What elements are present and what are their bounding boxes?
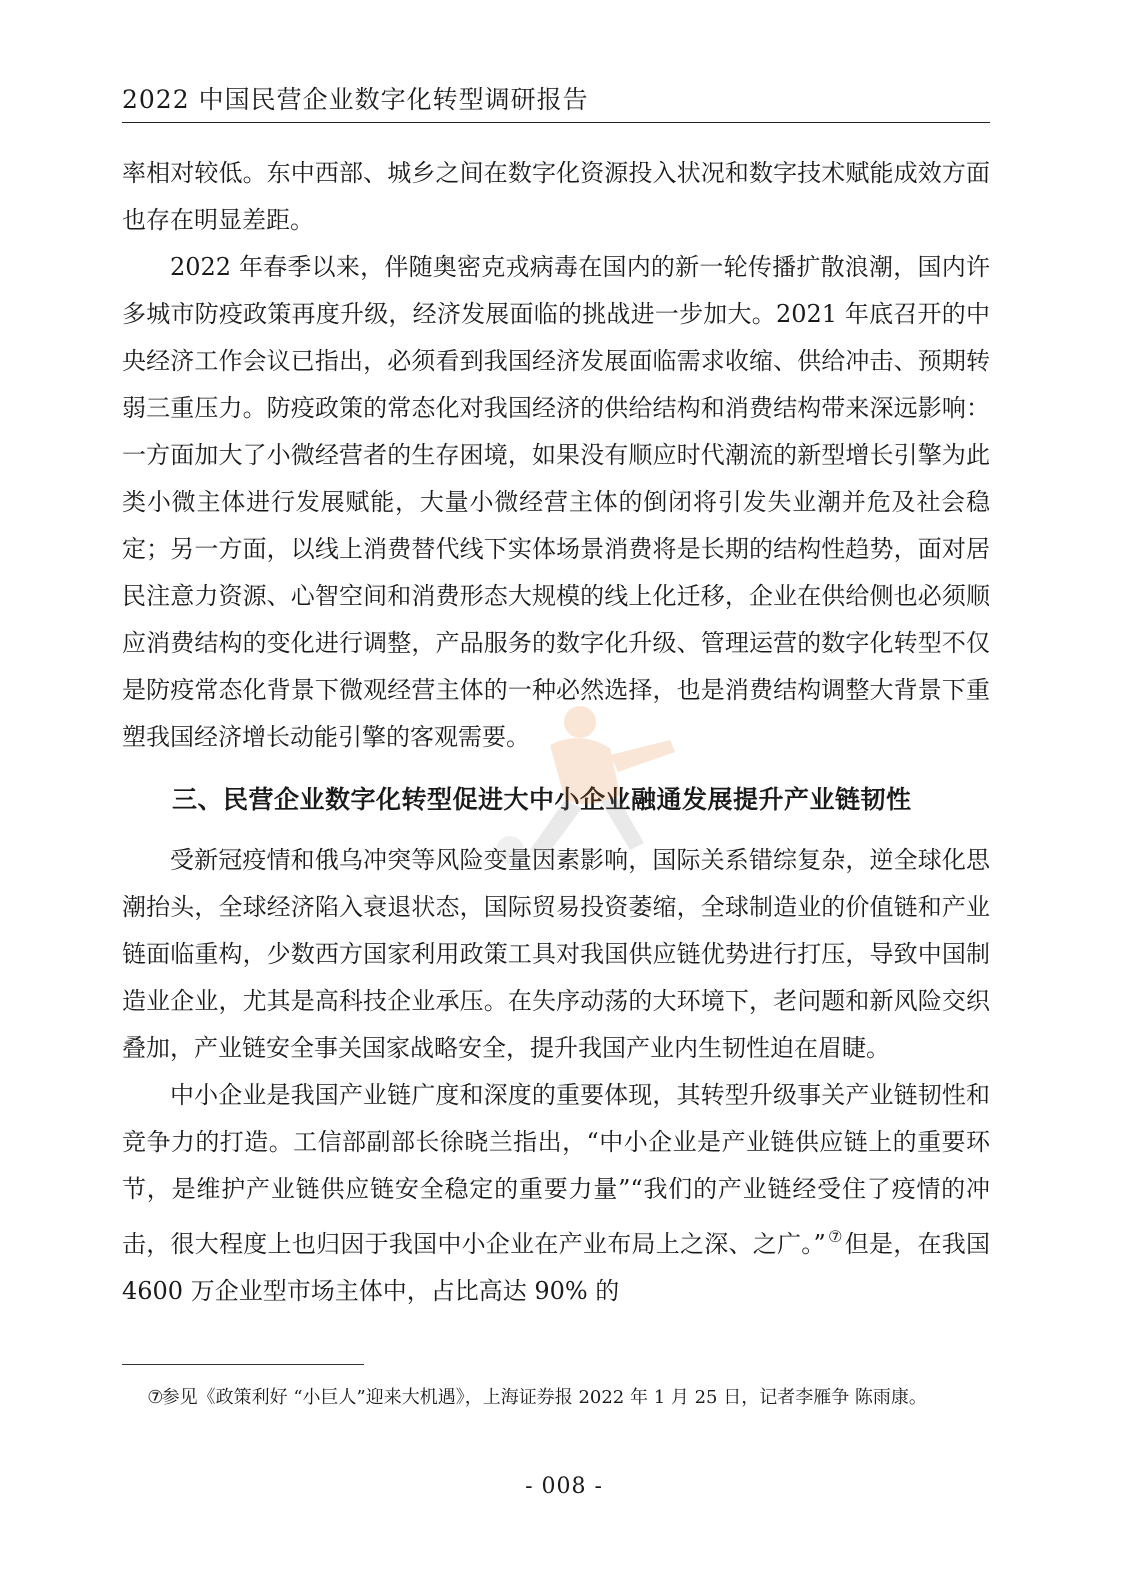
paragraph-sme bbox=[122, 1072, 990, 1315]
paragraph-risk: 受新冠疫情和俄乌冲突等风险变量因素影响，国际关系错综复杂，逆全球化思潮抬头，全球经济陷入衰退状态，国际贸易投资萎缩，全球制造业的价值链和产业链面临重构，少数西方国家利用政策工具对我国供应链优势进行打压，导致中国制造业企业，尤其是高科技企业承压。在失序动荡的大环境下，老问题和新风险交织叠加，产业链安全事关国家战略安全，提升我国产业内生韧性迫在眉睫。 bbox=[122, 846, 990, 1062]
footnote-mark: ⑦ bbox=[147, 1387, 164, 1408]
footnote-reference[interactable]: ⑦ bbox=[827, 1227, 843, 1246]
paragraph-sme-continued: 但是，在我国 4600 万企业型市场主体中，占比高达 90% 的 bbox=[122, 1230, 991, 1305]
footnote-text: 参见《政策利好 “小巨人”迎来大机遇》，上海证券报 2022 年 1 月 25 日，记者李雁争 陈雨康。 bbox=[161, 1387, 927, 1408]
running-head: 2022 中国民营企业数字化转型调研报告 bbox=[122, 82, 990, 123]
footnote-rule bbox=[122, 1364, 364, 1365]
body-text bbox=[122, 150, 990, 1315]
section-heading: 三、民营企业数字化转型促进大中小企业融通发展提升产业链韧性 bbox=[172, 785, 912, 814]
paragraph-continued: 率相对较低。东中西部、城乡之间在数字化资源投入状况和数字技术赋能成效方面也存在明显差距。 bbox=[122, 159, 990, 234]
paragraph-sme-text: 中小企业是我国产业链广度和深度的重要体现，其转型升级事关产业链韧性和竞争力的打造。工信部副部长徐晓兰指出，“中小企业是产业链供应链上的重要环节，是维护产业链供应链安全稳定的重要力量”“我们的产业链经受住了疫情的冲击，很大程度上也归因于我国中小企业在产业布局上之深、之广。” bbox=[122, 1081, 990, 1258]
page-number: - 008 - bbox=[525, 1474, 603, 1499]
paragraph-pandemic: 2022 年春季以来，伴随奥密克戎病毒在国内的新一轮传播扩散浪潮，国内许多城市防疫政策再度升级，经济发展面临的挑战进一步加大。2021 年底召开的中央经济工作会议已指出，必须看到我国经济发展面临需求收缩、供给冲击、预期转弱三重压力。防疫政策的常态化对我国经济的供给结构和消费结构带来深远影响：一方面加大了小微经营者的生存困境，如果没有顺应时代潮流的新型增长引擎为此类小微主体进行发展赋能，大量小微经营主体的倒闭将引发失业潮并危及社会稳定；另一方面，以线上消费替代线下实体场景消费将是长期的结构性趋势，面对居民注意力资源、心智空间和消费形态大规模的线上化迁移，企业在供给侧也必须顺应消费结构的变化进行调整，产品服务的数字化升级、管理运营的数字化转型不仅是防疫常态化背景下微观经营主体的一种必然选择，也是消费结构调整大背景下重塑我国经济增长动能引擎的客观需要。 bbox=[122, 253, 990, 751]
footnote bbox=[122, 1382, 990, 1413]
